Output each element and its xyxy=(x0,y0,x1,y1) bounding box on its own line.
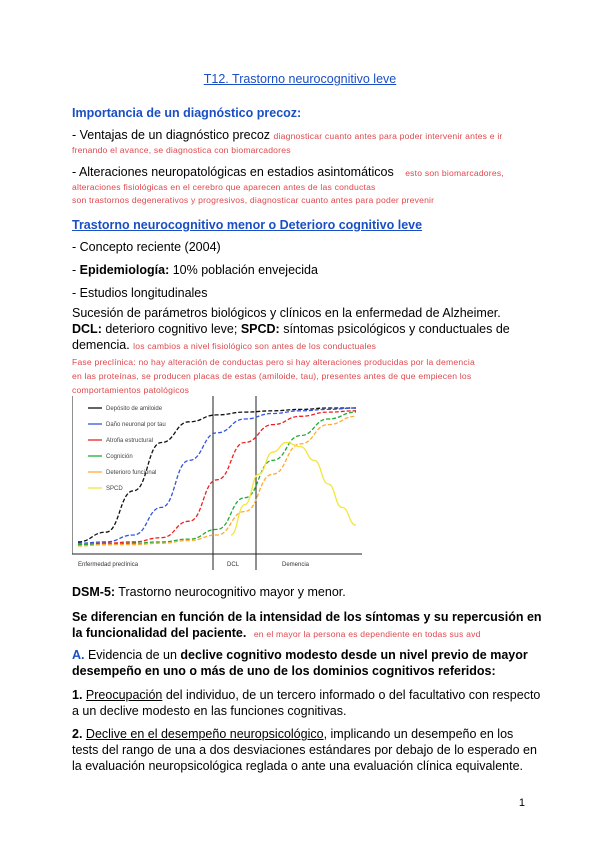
section-heading-deterioro-cognitivo: Trastorno neurocognitivo menor o Deterioro cognitivo leve xyxy=(72,218,423,232)
epidemiologia-value: 10% población envejecida xyxy=(169,263,318,277)
phase-label-preclinica: Enfermedad preclínica xyxy=(78,562,139,568)
handwritten-note: esto son biomarcadores, xyxy=(405,168,504,178)
paragraph-diferencian: Se diferencian en función de la intensidad de los síntomas y su repercusión en xyxy=(72,610,542,624)
series-line-3 xyxy=(78,411,356,545)
criterion-2-line3: la evaluación neuropsicológica reglada o ante una evaluación clínica equivalente. xyxy=(72,759,524,773)
criterion-2-text: , implicando un desempeño en los xyxy=(323,727,514,741)
funcionalidad-text: la funcionalidad del paciente. xyxy=(72,626,247,640)
criterion-a-bold: declive cognitivo modesto desde un nivel previo de mayor xyxy=(180,648,528,662)
list-bullet: - xyxy=(72,263,80,277)
alzheimer-biomarker-chart xyxy=(72,396,362,570)
handwritten-note: alteraciones fisiológicas en el cerebro que aparecen antes de las conductas xyxy=(72,182,376,192)
handwritten-note: en el mayor la persona es dependiente en todas sus avd xyxy=(253,629,481,639)
list-item-alteraciones xyxy=(72,165,504,181)
criterion-a-label: A. xyxy=(72,648,85,662)
paragraph-sucesion: Sucesión de parámetros biológicos y clínicos en la enfermedad de Alzheimer. xyxy=(72,306,501,320)
handwritten-note: son trastornos degenerativos y progresivos, diagnosticar cuanto antes para poder prevenir xyxy=(72,195,435,205)
paragraph-dcl-spcd xyxy=(72,322,510,337)
page-number: 1 xyxy=(518,797,525,809)
legend-label: Cognición xyxy=(106,454,133,460)
dcl-definition: deterioro cognitivo leve; xyxy=(101,322,241,336)
label-spcd: SPCD: xyxy=(240,322,280,336)
criterion-2-num: 2. xyxy=(72,727,83,741)
series-line-4 xyxy=(78,412,356,544)
spcd-definition: síntomas psicológicos y conductuales de xyxy=(279,322,510,336)
criterion-1-term: Preocupación xyxy=(85,688,163,702)
criterion-a-line2: desempeño en uno o más de uno de los dominios cognitivos referidos: xyxy=(72,664,496,678)
handwritten-note: frenando el avance, se diagnostica con biomarcadores xyxy=(72,145,291,155)
handwritten-note: en las proteínas, se producen placas de estas (amiloide, tau), presentes antes de que empiecen los xyxy=(72,371,472,381)
list-item-ventajas xyxy=(72,128,503,144)
criterion-1-line2: a un declive modesto en las funciones cognitivas. xyxy=(72,704,347,718)
dsm5-text: Trastorno neurocognitivo mayor y menor. xyxy=(115,585,346,599)
label-epidemiologia: Epidemiología: xyxy=(79,263,170,277)
legend-label: Daño neuronal por tau xyxy=(106,422,166,428)
paragraph-dsm5 xyxy=(72,585,346,600)
criterion-2-line2: tests del rango de una a dos desviaciones estándares por debajo de lo esperado en xyxy=(72,743,537,757)
list-item-estudios: - Estudios longitudinales xyxy=(72,286,208,300)
criterion-2 xyxy=(72,727,513,742)
criterion-1 xyxy=(72,688,540,703)
series-line-6 xyxy=(231,443,356,536)
handwritten-note: los cambios a nivel fisiológico son antes de los conductuales xyxy=(133,341,377,351)
label-dcl: DCL: xyxy=(72,322,102,336)
list-item-epidemiologia xyxy=(72,263,318,278)
legend-label: SPCD xyxy=(106,486,123,492)
handwritten-note: comportamientos patológicos xyxy=(72,385,190,395)
list-item-text: - Alteraciones neuropatológicas en estadios asintomáticos xyxy=(72,165,394,179)
demencia-word: demencia. xyxy=(72,338,130,352)
section-heading-diagnostico-precoz: Importancia de un diagnóstico precoz: xyxy=(72,106,302,120)
legend-label: Deterioro funcional xyxy=(106,470,157,476)
criterion-2-term: Declive en el desempeño neuropsicológico xyxy=(85,727,324,741)
handwritten-note: Fase preclínica: no hay alteración de conductas pero si hay alteraciones producidas por la demencia xyxy=(72,357,475,367)
list-item-text: - Ventajas de un diagnóstico precoz xyxy=(72,128,271,142)
phase-label-demencia: Demencia xyxy=(282,562,310,568)
criterion-1-text: del individuo, de un tercero informado o del facultativo con respecto xyxy=(162,688,541,702)
label-dsm5: DSM-5: xyxy=(72,585,116,599)
paragraph-funcionalidad xyxy=(72,626,481,642)
legend-label: Depósito de amiloide xyxy=(106,406,163,412)
criterion-a xyxy=(72,648,528,663)
list-item-concepto: - Concepto reciente (2004) xyxy=(72,240,221,254)
series-line-5 xyxy=(78,416,356,546)
phase-label-dcl: DCL xyxy=(227,562,240,568)
handwritten-note: diagnosticar cuanto antes para poder intervenir antes e ir xyxy=(273,131,503,141)
criterion-a-text: Evidencia de un xyxy=(84,648,181,662)
legend-label: Atrofia estructural xyxy=(106,438,154,444)
paragraph-demencia xyxy=(72,338,376,354)
criterion-1-num: 1. xyxy=(72,688,83,702)
page-title: T12. Trastorno neurocognitivo leve xyxy=(203,72,397,86)
